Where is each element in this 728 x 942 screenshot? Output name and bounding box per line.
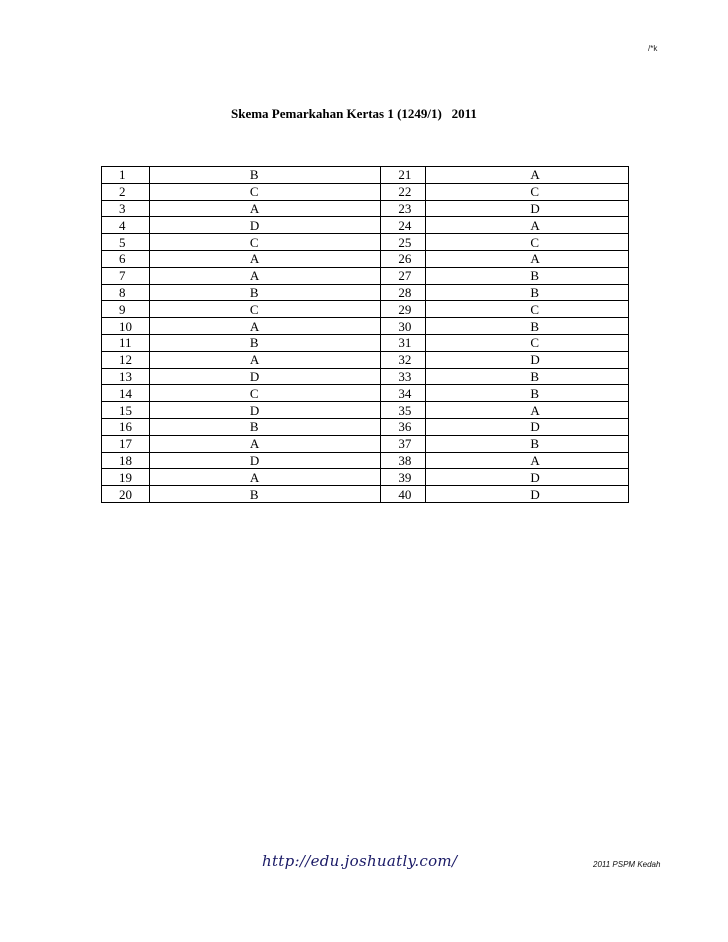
question-number: 40 — [381, 486, 426, 503]
answer-letter: C — [426, 234, 629, 251]
table-row — [102, 167, 629, 184]
table-row — [102, 385, 629, 402]
answer-letter: A — [149, 435, 380, 452]
answer-letter: A — [149, 469, 380, 486]
answer-letter: D — [149, 217, 380, 234]
question-number: 6 — [102, 250, 150, 267]
question-number: 13 — [102, 368, 150, 385]
answer-letter: D — [149, 368, 380, 385]
table-row — [102, 267, 629, 284]
answer-letter: D — [426, 351, 629, 368]
answer-letter: A — [149, 351, 380, 368]
answer-letter: D — [426, 469, 629, 486]
question-number: 33 — [381, 368, 426, 385]
question-number: 4 — [102, 217, 150, 234]
question-number: 27 — [381, 267, 426, 284]
question-number: 19 — [102, 469, 150, 486]
answer-letter: C — [149, 301, 380, 318]
question-number: 9 — [102, 301, 150, 318]
answer-letter: C — [426, 301, 629, 318]
table-row — [102, 418, 629, 435]
question-number: 31 — [381, 334, 426, 351]
answer-letter: B — [149, 334, 380, 351]
question-number: 8 — [102, 284, 150, 301]
answer-letter: B — [426, 385, 629, 402]
answer-letter: B — [426, 284, 629, 301]
question-number: 37 — [381, 435, 426, 452]
question-number: 32 — [381, 351, 426, 368]
table-row — [102, 217, 629, 234]
table-row — [102, 183, 629, 200]
table-row — [102, 368, 629, 385]
answer-letter: B — [149, 167, 380, 184]
question-number: 5 — [102, 234, 150, 251]
answer-letter: B — [426, 368, 629, 385]
answer-letter: D — [149, 402, 380, 419]
question-number: 7 — [102, 267, 150, 284]
question-number: 29 — [381, 301, 426, 318]
question-number: 23 — [381, 200, 426, 217]
answer-letter: D — [426, 200, 629, 217]
answer-letter: A — [426, 167, 629, 184]
table-row — [102, 318, 629, 335]
question-number: 28 — [381, 284, 426, 301]
answer-letter: D — [426, 418, 629, 435]
question-number: 18 — [102, 452, 150, 469]
answer-letter: C — [426, 334, 629, 351]
table-row — [102, 234, 629, 251]
corner-mark: /*k — [648, 44, 658, 53]
question-number: 35 — [381, 402, 426, 419]
question-number: 25 — [381, 234, 426, 251]
table-row — [102, 284, 629, 301]
question-number: 17 — [102, 435, 150, 452]
question-number: 1 — [102, 167, 150, 184]
question-number: 36 — [381, 418, 426, 435]
question-number: 12 — [102, 351, 150, 368]
question-number: 26 — [381, 250, 426, 267]
question-number: 22 — [381, 183, 426, 200]
answer-letter: A — [149, 318, 380, 335]
table-row — [102, 351, 629, 368]
answer-letter: A — [149, 250, 380, 267]
question-number: 16 — [102, 418, 150, 435]
answer-letter: A — [426, 402, 629, 419]
table-row — [102, 301, 629, 318]
table-row — [102, 250, 629, 267]
answer-letter: A — [149, 200, 380, 217]
answer-letter: D — [426, 486, 629, 503]
answer-key-body — [102, 167, 629, 503]
question-number: 24 — [381, 217, 426, 234]
question-number: 20 — [102, 486, 150, 503]
answer-letter: B — [426, 435, 629, 452]
table-row — [102, 469, 629, 486]
answer-letter: A — [426, 217, 629, 234]
answer-letter: B — [149, 284, 380, 301]
answer-letter: C — [149, 234, 380, 251]
page-title: Skema Pemarkahan Kertas 1 (1249/1) 2011 — [231, 106, 477, 121]
answer-letter: C — [149, 183, 380, 200]
answer-letter: B — [426, 318, 629, 335]
footer-credit: 2011 PSPM Kedah — [593, 860, 661, 869]
answer-letter: A — [426, 250, 629, 267]
table-row — [102, 402, 629, 419]
footer-url-link[interactable]: http://edu.joshuatly.com/ — [262, 852, 458, 870]
answer-letter: D — [149, 452, 380, 469]
question-number: 2 — [102, 183, 150, 200]
question-number: 10 — [102, 318, 150, 335]
question-number: 34 — [381, 385, 426, 402]
question-number: 15 — [102, 402, 150, 419]
answer-letter: B — [149, 418, 380, 435]
table-row — [102, 334, 629, 351]
question-number: 11 — [102, 334, 150, 351]
answer-letter: C — [149, 385, 380, 402]
answer-key-table — [101, 166, 629, 503]
table-row — [102, 486, 629, 503]
question-number: 30 — [381, 318, 426, 335]
table-row — [102, 452, 629, 469]
question-number: 38 — [381, 452, 426, 469]
answer-letter: A — [426, 452, 629, 469]
question-number: 3 — [102, 200, 150, 217]
answer-letter: B — [149, 486, 380, 503]
answer-letter: C — [426, 183, 629, 200]
question-number: 39 — [381, 469, 426, 486]
answer-letter: A — [149, 267, 380, 284]
table-row — [102, 200, 629, 217]
answer-letter: B — [426, 267, 629, 284]
table-row — [102, 435, 629, 452]
question-number: 21 — [381, 167, 426, 184]
question-number: 14 — [102, 385, 150, 402]
